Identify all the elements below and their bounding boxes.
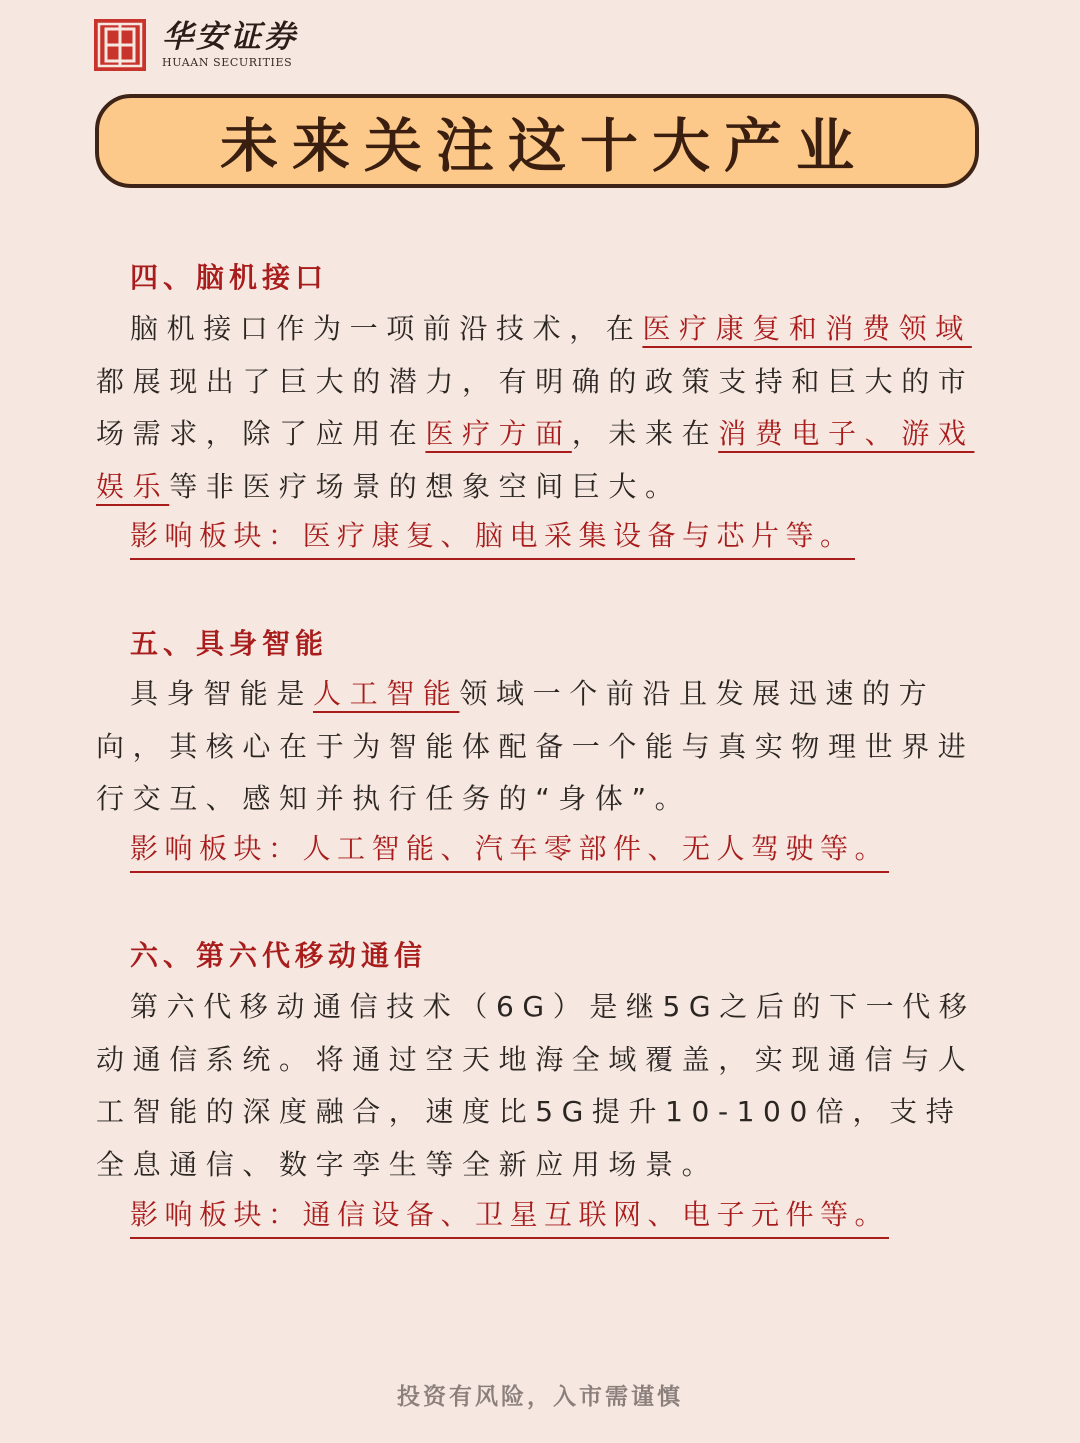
impact-sectors-6g: 影响板块：通信设备、卫星互联网、电子元件等。 [130,1195,889,1239]
body-text: 领域一个前沿且发展迅速的方向，其核心在于为智能体配备一个能与真实物理世界进行交互、感知并执行任务的“身体”。 [96,677,975,815]
brand-logo [94,18,298,72]
section-body-6g [96,981,986,1191]
section-body-embodied-ai [96,668,986,826]
body-text: ，未来在 [571,417,719,450]
highlight-text: 医疗方面 [425,417,572,450]
impact-sectors-bci: 影响板块：医疗康复、脑电采集设备与芯片等。 [130,516,855,560]
seal-icon [94,19,146,71]
highlight-text: 消费电子、游戏娱乐 [96,417,975,503]
body-text: 都展现出了巨大的潜力，有明确的政策支持和巨大的市场需求，除了应用在 [96,364,975,450]
section-heading-embodied-ai: 五、具身智能 [130,627,329,660]
title-banner [95,94,979,188]
section-body-bci [96,303,986,513]
section-heading-6g: 六、第六代移动通信 [130,939,428,972]
body-text: 脑机接口作为一项前沿技术，在 [130,312,643,345]
highlight-text: 医疗康复和消费领域 [642,312,972,345]
impact-sectors-embodied-ai: 影响板块：人工智能、汽车零部件、无人驾驶等。 [130,829,889,873]
page-title: 未来关注这十大产业 [219,112,868,180]
body-text: 具身智能是 [130,677,314,710]
brand-name-en: HUAAN SECURITIES [162,56,293,69]
highlight-text: 人工智能 [313,677,460,710]
section-heading-bci: 四、脑机接口 [130,261,329,294]
risk-disclaimer: 投资有风险，入市需谨慎 [397,1384,683,1410]
body-text: 等非医疗场景的想象空间巨大。 [169,469,682,503]
body-text: 第六代移动通信技术（6G）是继5G之后的下一代移动通信系统。将通过空天地海全域覆盖，实现通信与人工智能的深度融合，速度比5G提升10-100倍，支持全息通信、数字孪生等全新应用场景。 [96,990,976,1181]
brand-name-cn: 华安证券 [162,19,298,55]
